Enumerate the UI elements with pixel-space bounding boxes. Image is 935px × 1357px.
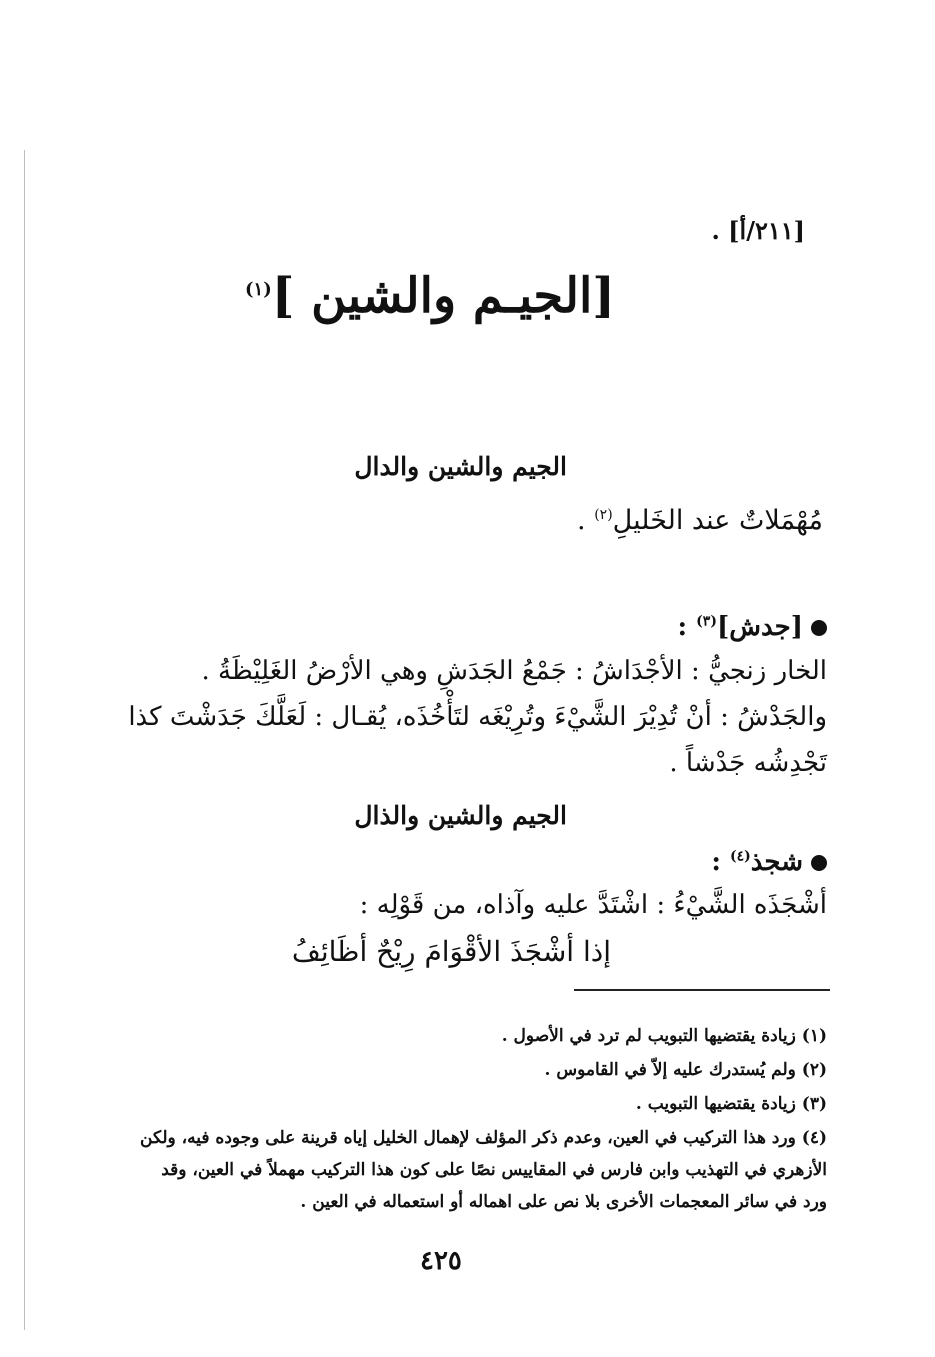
- bullet-icon: [811, 620, 827, 636]
- section-text-body: مُهْمَلاتٌ عند الخَليلِ: [612, 505, 823, 536]
- footnote-marker-4: (٤): [730, 848, 751, 865]
- footnote-3: (٣) زيادة يقتضيها التبويب .: [635, 1094, 827, 1114]
- chapter-footnote-marker: (١): [245, 279, 272, 300]
- chapter-title: [245, 268, 615, 324]
- footnote-4-line-2: الأزهري في التهذيب وابن فارس في المقاييس نصًا على كون هذا التركيب مهملاً في العين، وقد: [161, 1160, 827, 1180]
- entry-line: والجَدْشُ : أنْ تُدِيْرَ الشَّيْءَ وتُرِيْغَه لتَأْخُذَه، يُقـال : لَعَلَّكَ جَدَشْتَ كذا: [128, 702, 827, 732]
- footnote-2: (٢) ولم يُستدرك عليه إلاّ في القاموس .: [544, 1060, 827, 1080]
- entry-colon: :: [677, 612, 688, 642]
- section-heading-jsd: الجيم والشين والدال: [354, 452, 567, 481]
- verse-line: إذا أشْجَذَ الأقْوَامَ رِيْحٌ أظَائِفُ: [291, 935, 611, 968]
- section-text-period: .: [577, 505, 586, 536]
- page-edge-line: [24, 150, 25, 1330]
- entry-line: الخار زنجيُّ : الأجْدَاشُ : جَمْعُ الجَدَشِ وهي الأرْضُ الغَلِيْظَةُ .: [201, 656, 827, 686]
- section-text: [577, 505, 823, 536]
- section-heading-jshdh: الجيم والشين والذال: [354, 801, 567, 830]
- footnote-separator: [574, 989, 830, 991]
- bullet-icon: [811, 855, 827, 871]
- footnote-4-line-3: ورد في سائر المعجمات الأخرى بلا نص على اهماله أو استعماله في العين .: [300, 1192, 827, 1212]
- chapter-title-text: [الجيـم والشين ]: [271, 268, 615, 324]
- entry-line: تَجْدِشُه جَدْشاً .: [669, 748, 827, 778]
- entry-headword: [جدش]: [716, 612, 803, 642]
- entry-line: أشْجَذَه الشَّيْءُ : اشْتَدَّ عليه وآذاه، من قَوْلِه :: [359, 890, 827, 920]
- page-number: ٤٢٥: [420, 1246, 462, 1276]
- entry-headword: شجذ: [750, 847, 803, 877]
- folio-reference: [٢١١/أ] .: [711, 216, 805, 245]
- footnote-4-line-1: (٤) ورد هذا التركيب في العين، وعدم ذكر المؤلف لإهمال الخليل إياه قرينة على وجوده فيه، ولكن: [140, 1128, 827, 1148]
- entry-shjdh: [711, 847, 827, 877]
- footnote-marker-2: (٢): [594, 507, 613, 523]
- footnote-1: (١) زيادة يقتضيها التبويب لم ترد في الأصول .: [501, 1026, 827, 1046]
- entry-jdsh: [677, 612, 827, 642]
- footnote-marker-3: (٣): [696, 613, 717, 630]
- entry-colon: :: [711, 847, 721, 877]
